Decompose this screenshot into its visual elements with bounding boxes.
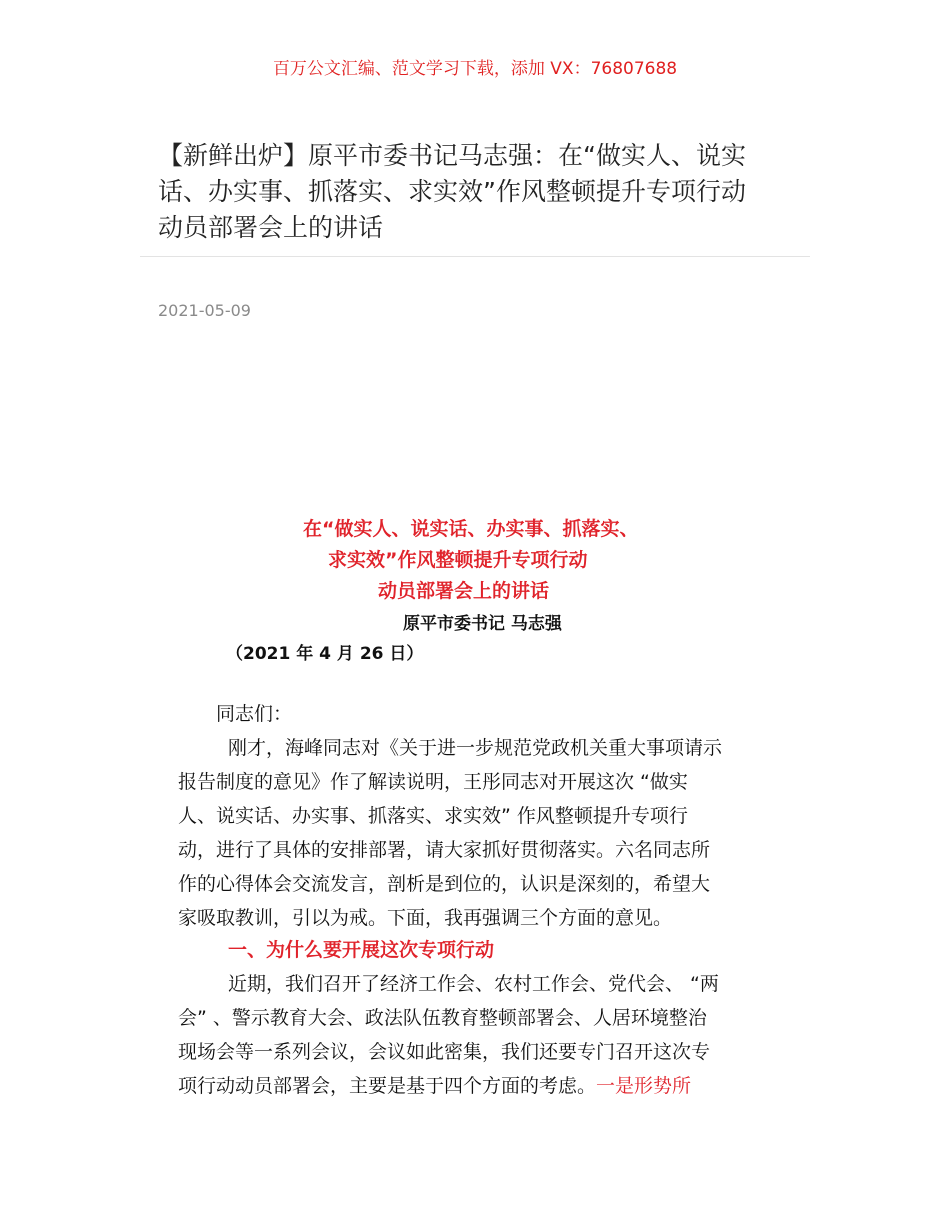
paragraph-line [178, 1069, 691, 1103]
article-title-line: 话、办实事、抓落实、求实效”作风整顿提升专项行动 [158, 177, 746, 206]
highlight-text: 一是形势所 [596, 1075, 692, 1097]
section-heading: 一、为什么要开展这次专项行动 [228, 939, 495, 961]
promo-banner: 百万公文汇编、范文学习下载，添加 VX：76807688 [272, 59, 678, 79]
paragraph-line: 刚才，海峰同志对《关于进一步规范党政机关重大事项请示 [228, 737, 723, 759]
speech-dateline: （2021 年 4 月 26 日） [226, 644, 424, 664]
paragraph-line: 报告制度的意见》作了解读说明，王彤同志对开展这次 “做实 [178, 771, 688, 793]
article-title-line: 【新鲜出炉】原平市委书记马志强：在“做实人、说实 [158, 141, 746, 170]
publish-date: 2021-05-09 [158, 301, 251, 320]
article-title [158, 138, 798, 246]
paragraph-line: 动，进行了具体的安排部署，请大家抓好贯彻落实。六名同志所 [178, 839, 711, 861]
title-divider [140, 256, 810, 257]
speech-author: 原平市委书记 马志强 [403, 614, 562, 634]
paragraph-line: 家吸取教训，引以为戒。下面，我再强调三个方面的意见。 [178, 907, 673, 929]
paragraph-line: 会” 、警示教育大会、政法队伍教育整顿部署会、人居环境整治 [178, 1007, 707, 1029]
article-title-line: 动员部署会上的讲话 [158, 213, 384, 242]
paragraph-line: 近期，我们召开了经济工作会、农村工作会、党代会、 “两 [228, 973, 719, 995]
paragraph-text: 项行动动员部署会，主要是基于四个方面的考虑。 [178, 1075, 597, 1097]
speech-heading-line: 动员部署会上的讲话 [378, 580, 550, 602]
salutation: 同志们： [216, 703, 293, 725]
speech-heading-line: 求实效”作风整顿提升专项行动 [328, 549, 588, 571]
paragraph-line: 作的心得体会交流发言，剖析是到位的，认识是深刻的，希望大 [178, 873, 711, 895]
paragraph-line: 人、说实话、办实事、抓落实、求实效” 作风整顿提升专项行 [178, 805, 688, 827]
paragraph-line: 现场会等一系列会议，会议如此密集，我们还要专门召开这次专 [178, 1041, 711, 1063]
speech-heading-line: 在“做实人、说实话、办实事、抓落实、 [303, 518, 639, 540]
